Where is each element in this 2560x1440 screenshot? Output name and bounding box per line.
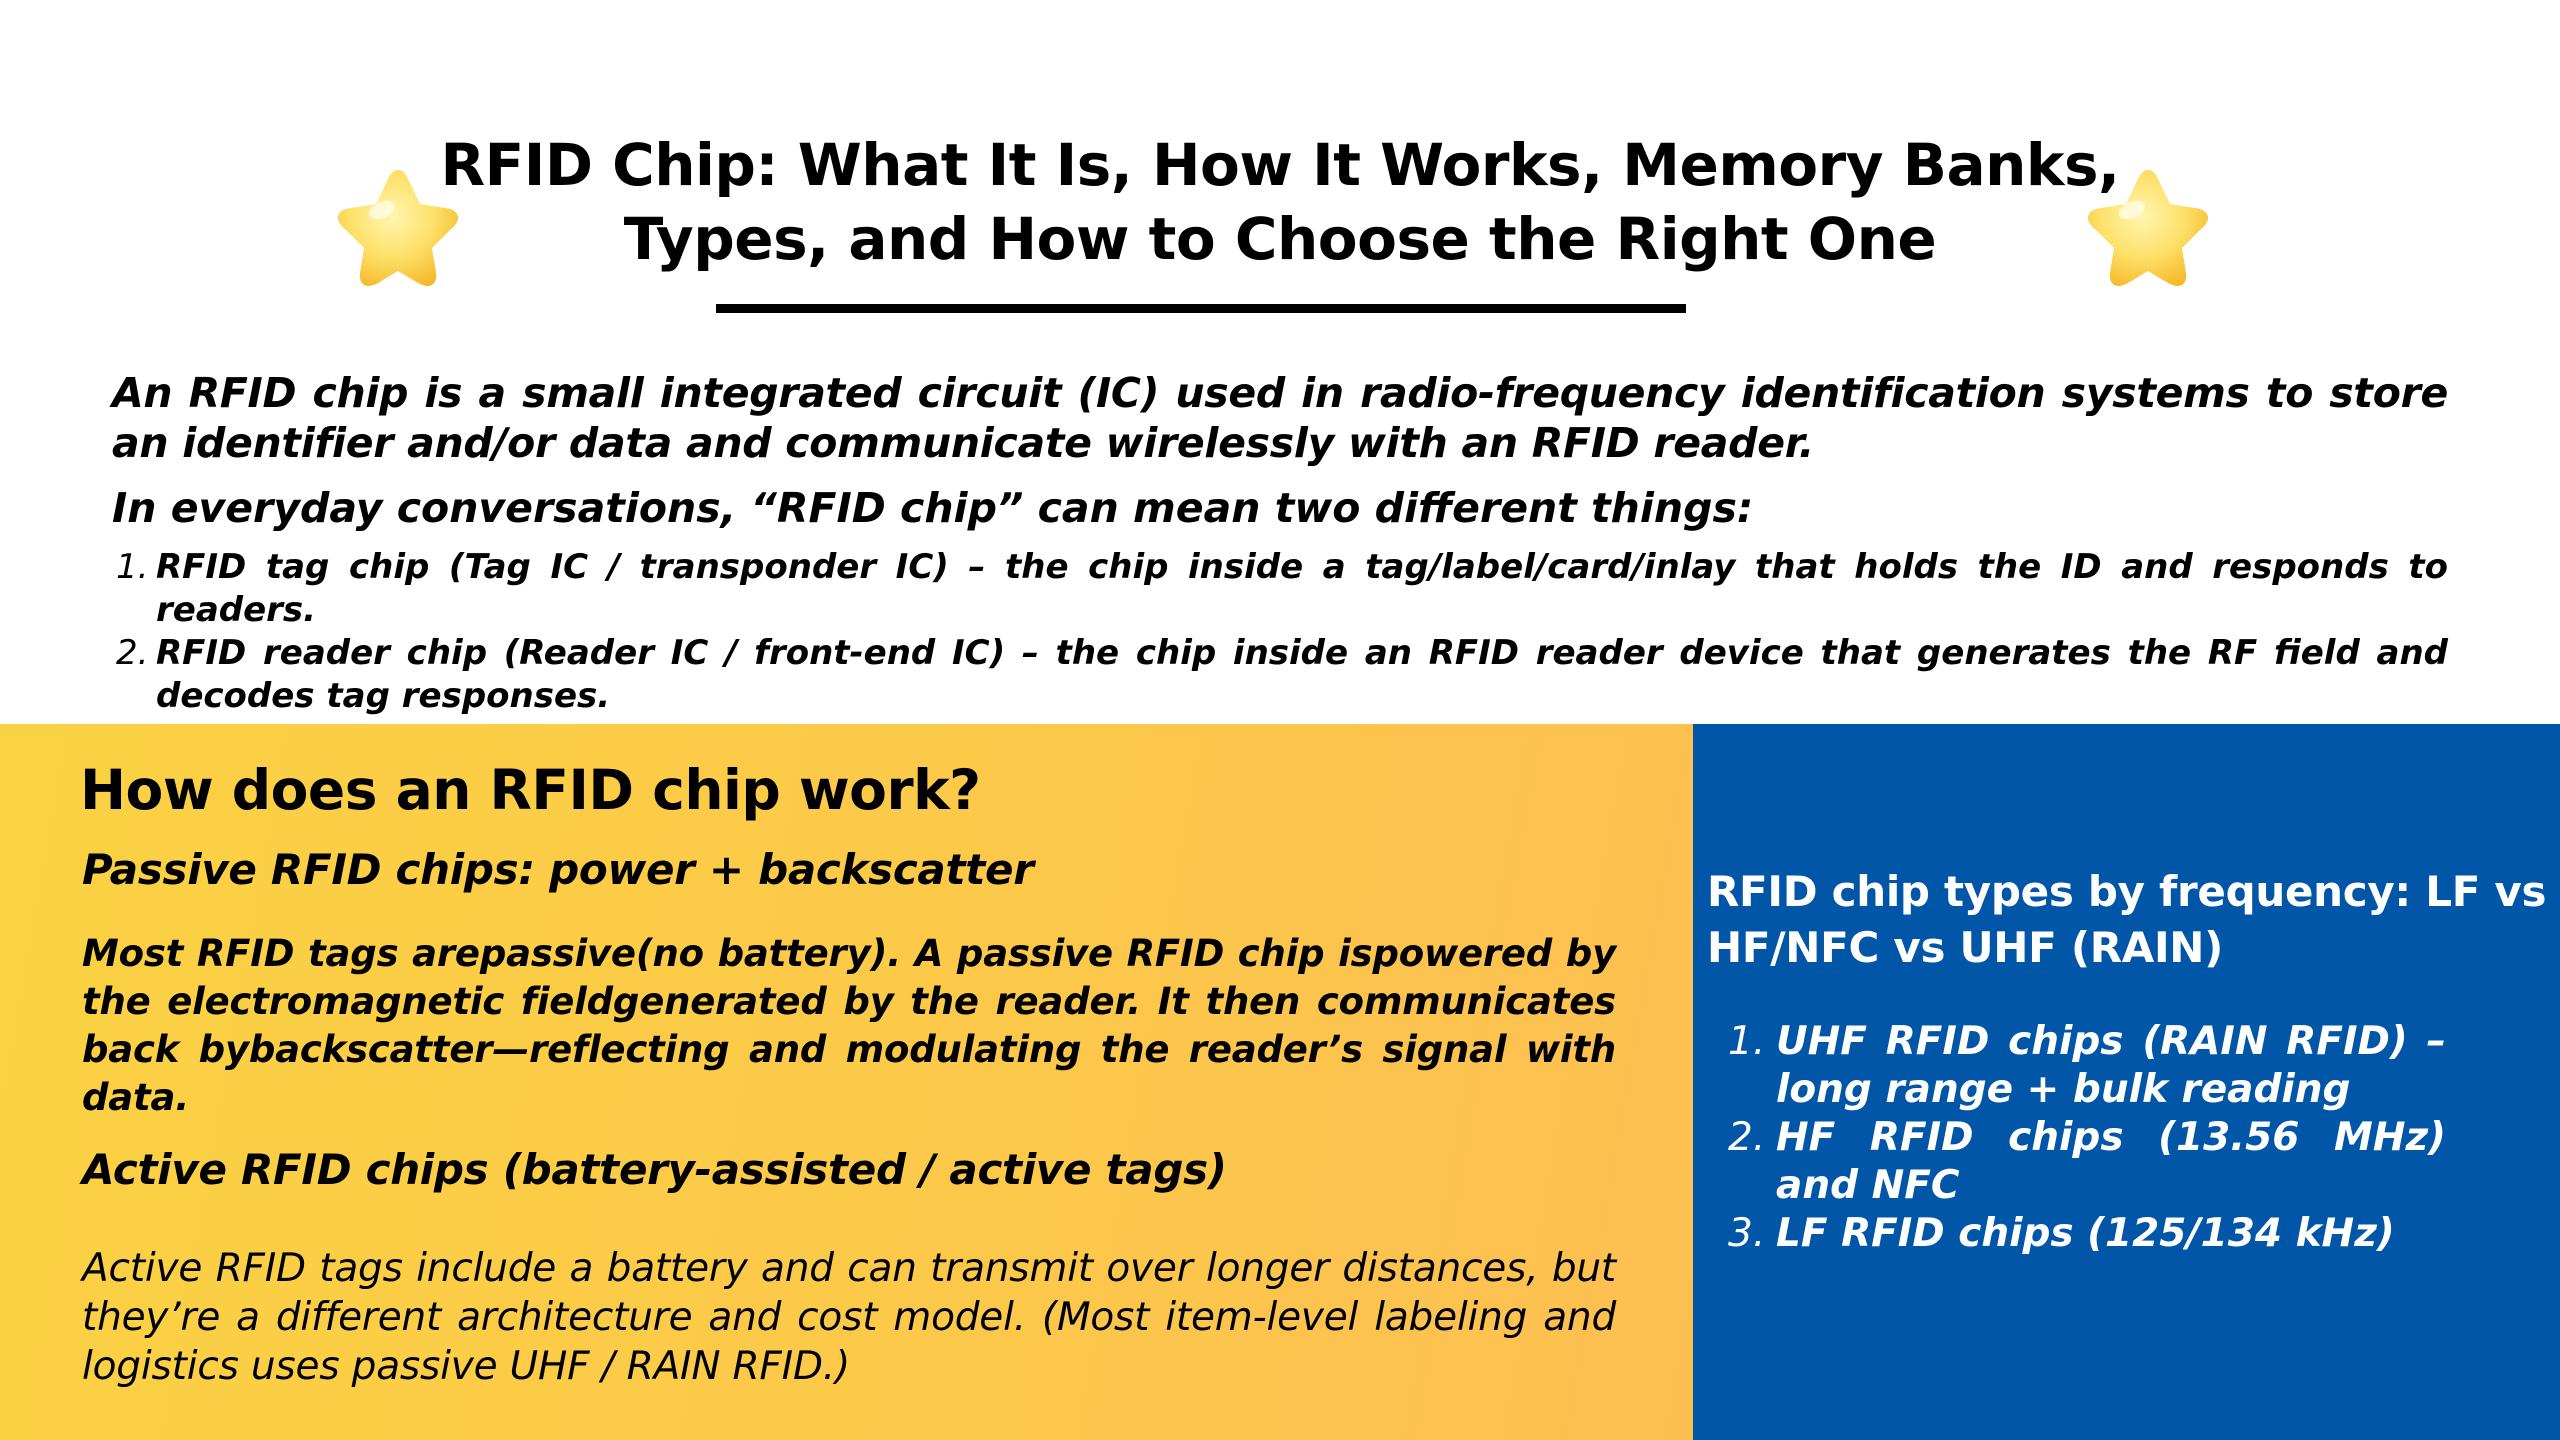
list-number: 1. xyxy=(116,547,149,587)
list-item xyxy=(112,546,2448,632)
list-item xyxy=(1726,1114,2446,1210)
intro-question: In everyday conversations, “RFID chip” can mean two different things: xyxy=(112,484,1754,532)
passive-chips-text: Most RFID tags arepassive(no battery). A passive RFID chip ispowered by the electromagnetic fieldgenerated by the reader. It then communicates back bybackscatter—reflecting and modulating the reader’s signal with data. xyxy=(82,932,1616,1119)
list-number: 2. xyxy=(116,633,149,673)
page-title: RFID Chip: What It Is, How It Works, Memory Banks, Types, and How to Choose the Right One xyxy=(440,131,2120,273)
chip-types-title: RFID chip types by frequency: LF vs HF/NFC vs UHF (RAIN) xyxy=(1707,867,2547,972)
list-item-text: RFID reader chip (Reader IC / front-end IC) – the chip inside an RFID reader device that generates the RF field and decodes tag responses. xyxy=(156,633,2448,716)
active-chips-text: Active RFID tags include a battery and can transmit over longer distances, but they’re a different architecture and cost model. (Most item-level labeling and logistics uses passive UHF / RAIN RFID.) xyxy=(82,1246,1616,1389)
list-item-text: LF RFID chips (125/134 kHz) xyxy=(1776,1211,2395,1256)
list-item xyxy=(1726,1018,2446,1114)
active-chips-heading: Active RFID chips (battery-assisted / active tags) xyxy=(82,1145,1227,1194)
list-item xyxy=(1726,1210,2446,1258)
list-number: 1. xyxy=(1728,1019,1766,1064)
passive-chips-heading: Passive RFID chips: power + backscatter xyxy=(82,845,1034,894)
intro-definition: An RFID chip is a small integrated circuit (IC) used in radio-frequency identification systems to store an identifier and/or data and communicate wirelessly with an RFID reader. xyxy=(112,369,2448,467)
list-item-text: UHF RFID chips (RAIN RFID) – long range + bulk reading xyxy=(1776,1019,2446,1112)
list-number: 3. xyxy=(1728,1211,1766,1256)
title-underline xyxy=(716,304,1686,313)
list-item xyxy=(112,632,2448,718)
how-it-works-title: How does an RFID chip work? xyxy=(80,758,981,822)
list-number: 2. xyxy=(1728,1115,1766,1160)
list-item-text: RFID tag chip (Tag IC / transponder IC) – the chip inside a tag/label/card/inlay that holds the ID and responds to readers. xyxy=(156,547,2448,630)
chip-types-list xyxy=(1726,1018,2446,1258)
chip-meaning-list xyxy=(112,546,2448,718)
list-item-text: HF RFID chips (13.56 MHz) and NFC xyxy=(1776,1115,2446,1208)
